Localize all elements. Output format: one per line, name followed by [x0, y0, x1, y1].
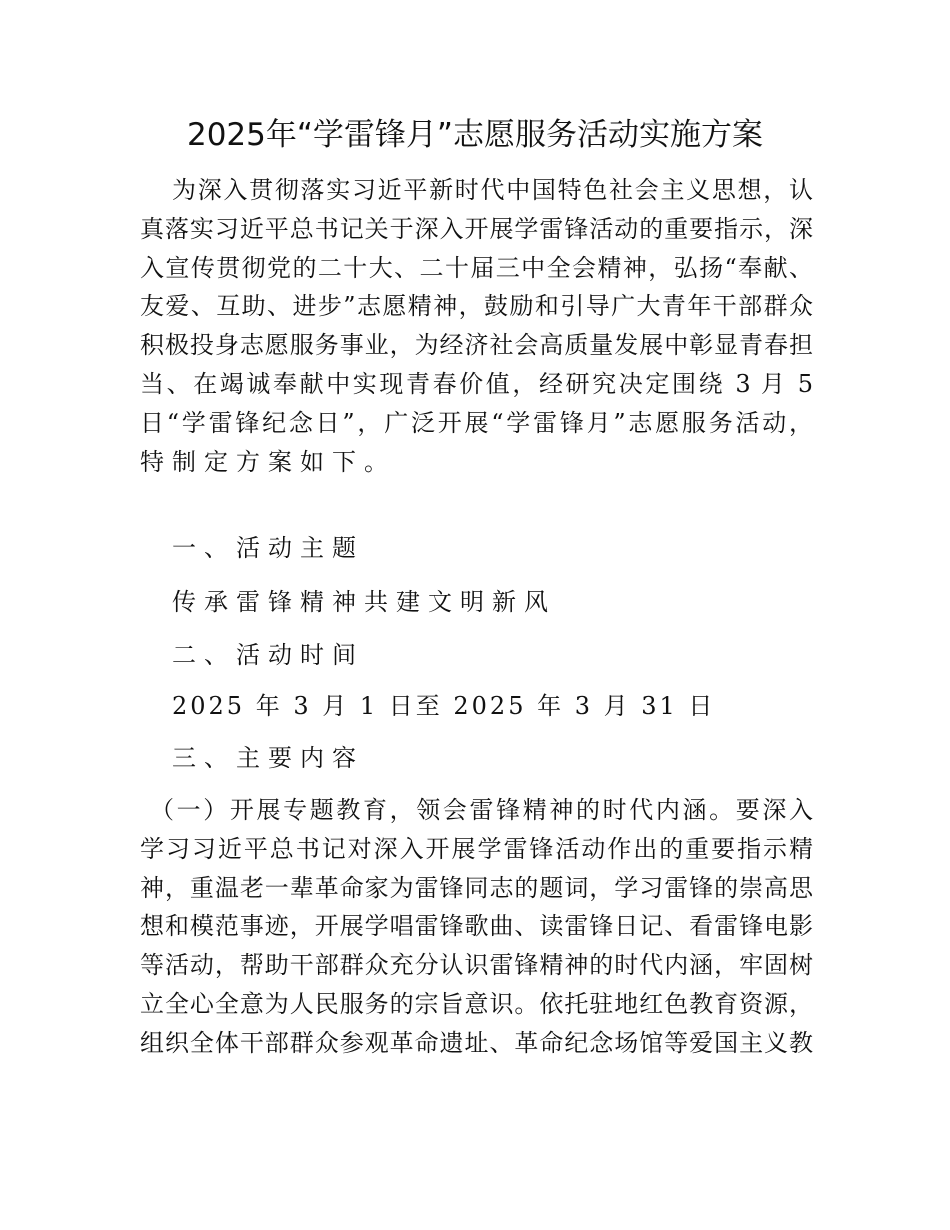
section3-line: 组织全体干部群众参观革命遗址、革命纪念场馆等爱国主义教	[140, 1029, 813, 1057]
intro-line: 当、在竭诚奉献中实现青春价值，经研究决定围绕 3 月 5	[140, 370, 813, 398]
section3-line: 想和模范事迹，开展学唱雷锋歌曲、读雷锋日记、看雷锋电影	[140, 912, 813, 940]
section3-line: （一）开展专题教育，领会雷锋精神的时代内涵。要深入	[150, 796, 813, 824]
intro-line: 真落实习近平总书记关于深入开展学雷锋活动的重要指示，深	[140, 215, 813, 243]
section3-heading: 三、主要内容	[172, 744, 364, 772]
section3-line: 神，重温老一辈革命家为雷锋同志的题词，学习雷锋的崇高思	[140, 874, 813, 902]
intro-line: 日“学雷锋纪念日”，广泛开展“学雷锋月”志愿服务活动，	[140, 409, 813, 437]
intro-line: 友爱、互助、进步”志愿精神，鼓励和引导广大青年干部群众	[140, 292, 813, 320]
section3-line: 学习习近平总书记对深入开展学雷锋活动作出的重要指示精	[140, 835, 813, 863]
section3-line: 立全心全意为人民服务的宗旨意识。依托驻地红色教育资源，	[140, 990, 813, 1018]
section2-heading: 二、活动时间	[172, 641, 364, 669]
intro-line: 为深入贯彻落实习近平新时代中国特色社会主义思想，认	[172, 176, 813, 204]
intro-line: 积极投身志愿服务事业，为经济社会高质量发展中彰显青春担	[140, 331, 813, 359]
document-title: 2025年“学雷锋月”志愿服务活动实施方案	[186, 117, 763, 153]
intro-line: 特制定方案如下。	[140, 448, 396, 476]
section3-line: 等活动，帮助干部群众充分认识雷锋精神的时代内涵，牢固树	[140, 951, 813, 979]
section2-text: 2025 年 3 月 1 日至 2025 年 3 月 31 日	[172, 692, 716, 720]
intro-line: 入宣传贯彻党的二十大、二十届三中全会精神，弘扬“奉献、	[140, 254, 813, 282]
section1-text: 传承雷锋精神共建文明新风	[172, 588, 556, 616]
section1-heading: 一、活动主题	[172, 534, 364, 562]
